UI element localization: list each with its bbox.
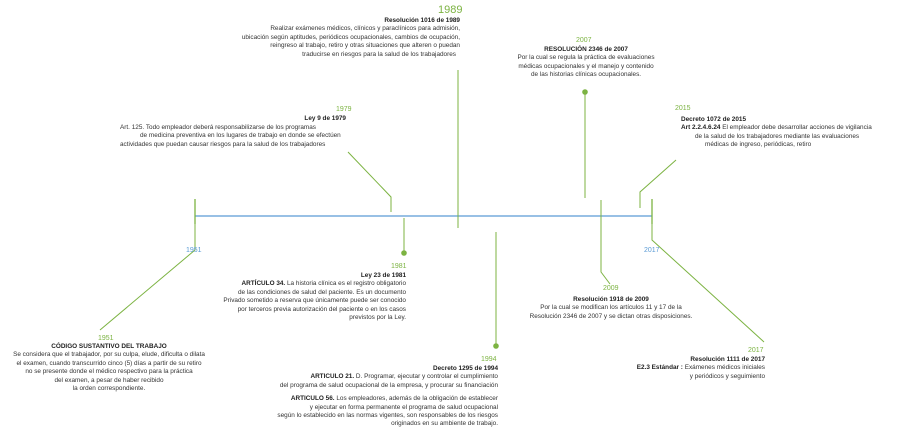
event-1981-line: por terceros previa autorización del paciente o en los casos xyxy=(237,305,406,313)
connector-2015 xyxy=(640,160,676,208)
event-1979-title: Ley 9 de 1979 xyxy=(304,115,346,122)
event-1951-line: del examen, a pesar de haber recibido xyxy=(54,376,164,384)
event-1994-line: del programa de salud ocupacional de la empresa, y procurar su financiación xyxy=(279,381,498,389)
event-1989-line: ubicación según aptitudes, periódicos ocupacionales, cambios de ocupación, xyxy=(241,33,460,41)
event-1989-line: Realizar exámenes médicos, clínicos y paraclínicos para admisión, xyxy=(270,25,460,33)
event-1951-line: Se considera que el trabajador, por su culpa, elude, dificulta o dilata xyxy=(13,351,205,359)
event-2009-title: Resolución 1918 de 2009 xyxy=(573,296,649,303)
event-1989-title: Resolución 1016 de 1989 xyxy=(384,17,460,24)
event-2015-line: El empleador debe desarrollar acciones de vigilancia xyxy=(722,124,872,132)
event-1981-line: previstos por la Ley. xyxy=(349,314,406,322)
event-1981-article: ARTÍCULO 34. xyxy=(241,280,286,288)
event-2009-line: Resolución 2346 de 2007 y se dictan otras disposiciones. xyxy=(529,312,693,320)
event-2015 xyxy=(681,116,905,150)
event-2007-line: Por la cual se regula la práctica de evaluaciones xyxy=(517,54,655,62)
event-1989-line: traducirse en riesgos para la salud de los trabajadores xyxy=(302,50,456,58)
event-1979-line: actividades que puedan causar riesgos para la salud de los trabajadores xyxy=(120,140,326,148)
event-1951-line: el examen, cuando transcurrido cinco (5) días a partir de su retiro xyxy=(16,359,202,367)
event-1994-art56-label: ARTICULO 56. xyxy=(290,395,335,403)
event-1981-line: La historia clínica es el registro obligatorio xyxy=(287,280,406,288)
event-1981 xyxy=(180,272,406,322)
event-2017-article: E2.3 Estándar : xyxy=(636,364,683,372)
dot-1994 xyxy=(493,343,499,349)
event-2007 xyxy=(488,46,684,80)
event-1979-line: de medicina preventiva en los lugares de trabajo en donde se efectúen xyxy=(140,132,341,140)
event-1994-line: originados en su ambiente de trabajo. xyxy=(391,420,498,428)
event-2007-line: médicas ocupacionales y el manejo y contenido xyxy=(518,62,654,70)
event-2017-line: Exámenes médicos iniciales xyxy=(684,364,765,372)
event-1951 xyxy=(0,343,218,393)
event-2007-title: RESOLUCIÓN 2346 de 2007 xyxy=(544,46,628,53)
event-1981-line: de las condiciones de salud del paciente. Es un documento xyxy=(237,288,406,296)
dot-2007 xyxy=(582,89,588,95)
connector-2017 xyxy=(652,224,764,342)
event-1951-line: no se presente donde el médico respectivo para la práctica xyxy=(25,368,193,376)
event-1951-title: CÓDIGO SUSTANTIVO DEL TRABAJO xyxy=(51,343,167,350)
event-2015-article: Art 2.2.4.6.24 xyxy=(681,124,721,132)
event-1979 xyxy=(112,115,346,123)
event-1994-line: Los empleadores, además de la obligación de establecer xyxy=(336,395,498,403)
year-label-1979: 1979 xyxy=(336,106,352,113)
year-label-2015: 2015 xyxy=(675,105,691,112)
event-2009 xyxy=(505,296,717,321)
axis-start-year: 1951 xyxy=(186,247,202,254)
event-1979-line: Art. 125. Todo empleador deberá responsabilizarse de los programas xyxy=(120,124,316,131)
event-1994-art21-label: ARTICULO 21. xyxy=(310,373,355,381)
connector-1979 xyxy=(348,152,391,212)
year-label-1989: 1989 xyxy=(438,4,463,16)
event-2017 xyxy=(560,356,765,381)
year-label-1981: 1981 xyxy=(391,263,407,270)
year-label-2007: 2007 xyxy=(576,37,592,44)
dot-1981 xyxy=(401,250,407,256)
event-2009-line: Por la cual se modifican los artículos 11 y 17 de la xyxy=(540,304,682,312)
event-1989 xyxy=(180,17,460,59)
year-label-2017: 2017 xyxy=(748,347,764,354)
connector-2009 xyxy=(601,200,610,284)
event-1994-title: Decreto 1295 de 1994 xyxy=(432,365,498,372)
event-1994-line: según lo establecido en las normas vigentes, son responsables de los riesgos xyxy=(277,412,498,420)
event-2015-line: de la salud de los trabajadores mediante las evaluaciones xyxy=(695,132,860,140)
event-1981-line: Privado sometido a reserva que únicamente puede ser conocido xyxy=(223,297,406,305)
axis-end-year: 2017 xyxy=(644,247,660,254)
event-1994-line: y ejecutar en forma permanente el programa de salud ocupacional xyxy=(309,403,498,411)
event-2015-title: Decreto 1072 de 2015 xyxy=(681,116,747,123)
event-1994-line: D. Programar, ejecutar y controlar el cumplimiento xyxy=(355,373,498,381)
event-2017-title: Resolución 1111 de 2017 xyxy=(690,356,765,363)
event-1981-title: Ley 23 de 1981 xyxy=(360,272,406,279)
event-1979-body xyxy=(120,124,360,149)
year-label-1994: 1994 xyxy=(481,356,497,363)
year-label-2009: 2009 xyxy=(603,285,619,292)
event-2007-line: de las historias clínicas ocupacionales. xyxy=(530,71,642,79)
event-2017-line: y periódicos y seguimiento xyxy=(689,372,765,380)
year-label-1951: 1951 xyxy=(98,335,114,342)
event-1989-line: reingreso al trabajo, retiro y otras situaciones que alteren o puedan xyxy=(270,42,460,50)
event-2015-line: médicas de ingreso, periódicas, retiro xyxy=(705,141,812,149)
event-1951-line: la orden correspondiente. xyxy=(72,385,146,393)
event-1994 xyxy=(200,365,498,429)
